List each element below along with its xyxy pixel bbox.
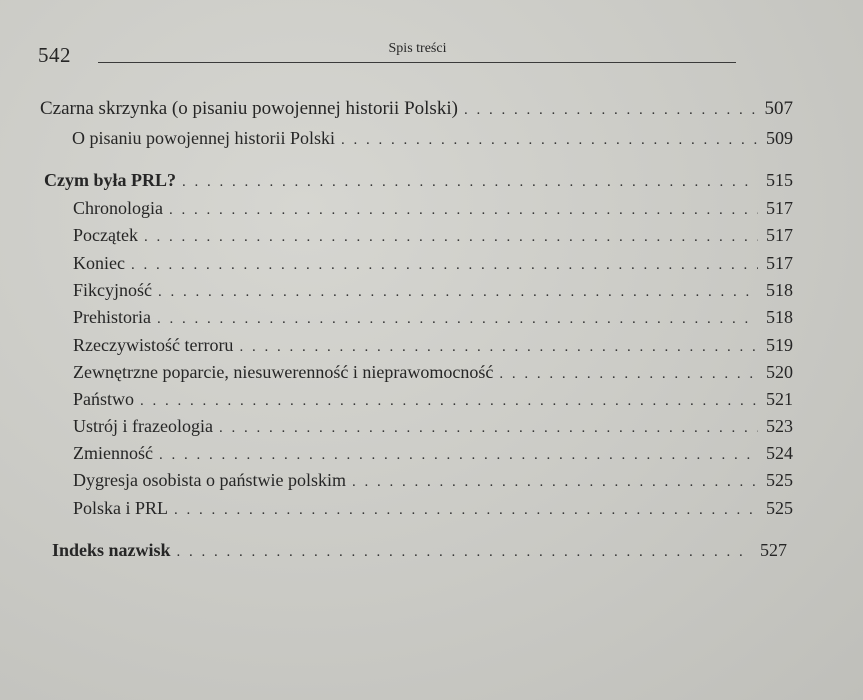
toc-leader-dots [140, 388, 758, 414]
page-number: 542 [38, 43, 71, 67]
toc-entry [73, 222, 793, 248]
toc-entry-title: O pisaniu powojennej historii Polski [72, 128, 335, 148]
toc-leader-dots [144, 224, 758, 250]
toc-entry-page: 527 [760, 540, 787, 560]
toc-entry [73, 195, 793, 221]
running-head: Spis treści [388, 41, 447, 56]
header-rule [98, 62, 736, 63]
toc-entry-title: Państwo [73, 389, 135, 409]
toc-leader-dots [177, 539, 752, 565]
toc-entry-page: 515 [766, 170, 793, 190]
toc-leader-dots [159, 442, 758, 468]
toc-entry [73, 359, 793, 385]
toc-entry [73, 277, 793, 303]
toc-entry-page: 525 [766, 498, 793, 518]
toc-entry-title: Chronologia [73, 198, 163, 218]
toc-leader-dots [169, 197, 758, 223]
toc-entry-page: 521 [766, 389, 793, 409]
toc-entry [73, 440, 793, 466]
toc-entry-title: Zewnętrzne poparcie, niesuwerenność i nieprawomocność [73, 362, 494, 382]
toc-entry [73, 495, 793, 521]
toc-entry-page: 509 [766, 128, 793, 148]
toc-entry-page: 519 [766, 335, 793, 355]
toc-entry [73, 250, 793, 276]
toc-entry-title: Ustrój i frazeologia [73, 416, 213, 436]
toc-entry-page: 523 [766, 416, 793, 436]
toc-entry-title: Prehistoria [73, 307, 151, 327]
toc-entry [73, 467, 793, 493]
toc-leader-dots [499, 361, 758, 387]
toc-leader-dots [352, 469, 758, 495]
toc-entry [73, 413, 793, 439]
toc-entry-page: 524 [766, 443, 793, 463]
toc-entry [72, 125, 793, 151]
toc-leader-dots [131, 252, 758, 278]
toc-entry [44, 167, 793, 193]
toc-entry-title: Dygresja osobista o państwie polskim [73, 470, 346, 490]
toc-entry [73, 386, 793, 412]
toc-entry-page: 517 [766, 198, 793, 218]
toc-entry [40, 96, 793, 122]
toc-entry-page: 507 [764, 98, 793, 119]
toc-leader-dots [182, 169, 758, 195]
toc-entry-title: Czym była PRL? [44, 170, 176, 190]
toc-entry-title: Koniec [73, 253, 125, 273]
toc-entry-page: 525 [766, 470, 793, 490]
toc-entry [73, 332, 793, 358]
toc-entry-title: Fikcyjność [73, 280, 152, 300]
toc-entry-title: Indeks nazwisk [52, 540, 171, 560]
toc-leader-dots [464, 97, 757, 123]
toc-entry-page: 517 [766, 225, 793, 245]
toc-leader-dots [158, 279, 758, 305]
toc-entry [73, 304, 793, 330]
toc-entry-page: 517 [766, 253, 793, 273]
toc-leader-dots [174, 497, 758, 523]
toc-leader-dots [239, 334, 758, 360]
toc-entry-title: Początek [73, 225, 138, 245]
toc-entry-title: Czarna skrzynka (o pisaniu powojennej historii Polski) [40, 98, 458, 119]
toc-entry-title: Zmienność [73, 443, 153, 463]
toc-leader-dots [341, 127, 758, 153]
toc-entry-page: 518 [766, 280, 793, 300]
toc-entry-page: 520 [766, 362, 793, 382]
toc-leader-dots [219, 415, 758, 441]
toc-entry-page: 518 [766, 307, 793, 327]
toc-entry [52, 537, 787, 563]
toc-leader-dots [157, 306, 758, 332]
toc-entry-title: Rzeczywistość terroru [73, 335, 234, 355]
toc-entry-title: Polska i PRL [73, 498, 169, 518]
